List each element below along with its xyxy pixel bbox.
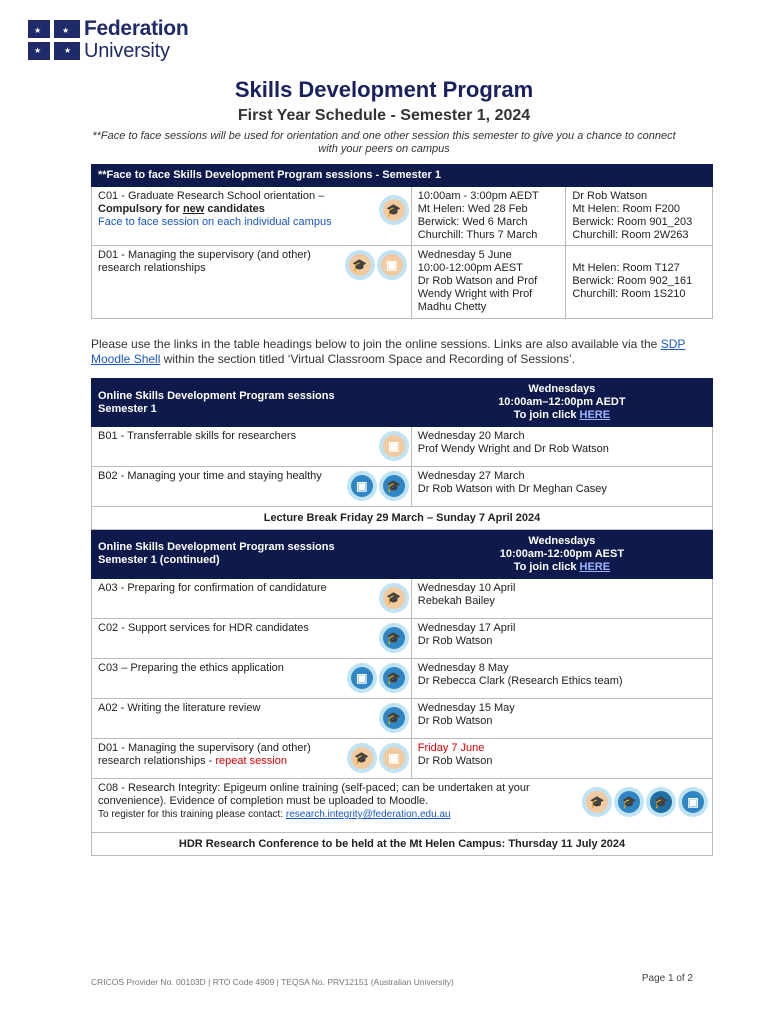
briefcase-icon: ▣ (678, 787, 708, 817)
c01-rooms: Dr Rob Watson Mt Helen: Room F200 Berwick: Room 901_203 Churchill: Room 2W263 (566, 187, 713, 246)
session-a03: A03 - Preparing for confirmation of candidature 🎓 (92, 579, 412, 619)
online2-heading: Online Skills Development Program sessions Semester 1 (continued) (92, 530, 412, 579)
graduation-cap-icon: 🎓 (646, 787, 676, 817)
table-row: A02 - Writing the literature review 🎓 Wednesday 15 May Dr Rob Watson (92, 699, 713, 739)
moodle-link[interactable]: SDP Moodle Shell (91, 337, 686, 366)
logo-line2: University (84, 40, 170, 62)
page-number: Page 1 of 2 (641, 973, 693, 984)
table-row (92, 187, 713, 246)
table-row (92, 779, 713, 833)
session-d01-repeat: D01 - Managing the supervisory (and other) research relationships - repeat session 🎓 ▣ (92, 739, 412, 779)
page-subtitle: First Year Schedule - Semester 1, 2024 (237, 107, 531, 124)
session-c01: C01 - Graduate Research School orientation – Compulsory for new candidates Face to face session on each individual campus 🎓 (92, 187, 412, 246)
d01-rooms: Mt Helen: Room T127 Berwick: Room 902_161 Churchill: Room 1S210 (566, 246, 713, 319)
graduation-cap-icon: 🎓 (379, 471, 409, 501)
briefcase-icon: ▣ (379, 743, 409, 773)
graduation-cap-icon: 🎓 (347, 743, 377, 773)
session-b02: B02 - Managing your time and staying healthy ▣ 🎓 (92, 467, 412, 507)
online-table (91, 378, 713, 856)
join-link[interactable]: HERE (579, 409, 611, 421)
table-row: C02 - Support services for HDR candidates 🎓 Wednesday 17 April Dr Rob Watson (92, 619, 713, 659)
graduation-cap-icon: 🎓 (379, 583, 409, 613)
email-link[interactable]: research.integrity@federation.edu.au (285, 809, 451, 820)
d01-times: Wednesday 5 June 10:00-12:00pm AEST Dr Rob Watson and Prof Wendy Wright with Prof Madhu Chetty (411, 246, 566, 319)
c01-times: 10:00am - 3:00pm AEDT Mt Helen: Wed 28 Feb Berwick: Wed 6 March Churchill: Thurs 7 March (411, 187, 566, 246)
online1-time-heading: Wednesdays 10:00am–12:00pm AEDT To join click HERE (411, 379, 712, 427)
table-row (92, 246, 713, 319)
briefcase-icon: ▣ (347, 663, 377, 693)
session-a02: A02 - Writing the literature review 🎓 (92, 699, 412, 739)
briefcase-icon: ▣ (377, 250, 407, 280)
graduation-cap-icon: 🎓 (614, 787, 644, 817)
briefcase-icon: ▣ (347, 471, 377, 501)
graduation-cap-icon: 🎓 (582, 787, 612, 817)
f2f-heading: **Face to face Skills Development Program sessions - Semester 1 (92, 165, 713, 187)
graduation-cap-icon: 🎓 (379, 623, 409, 653)
intro-note: **Face to face sessions will be used for orientation and one other session this semester to give you a chance to connect with your peers on campus (92, 130, 676, 155)
table-row: B01 - Transferrable skills for researchers ▣ Wednesday 20 March Prof Wendy Wright and Dr Rob Watson (92, 427, 713, 467)
session-b01: B01 - Transferrable skills for researchers ▣ (92, 427, 412, 467)
lecture-break-row: Lecture Break Friday 29 March – Sunday 7 April 2024 (92, 507, 713, 530)
table-row: A03 - Preparing for confirmation of candidature 🎓 Wednesday 10 April Rebekah Bailey (92, 579, 713, 619)
logo-line1: Federation (84, 17, 189, 40)
join-link[interactable]: HERE (579, 560, 611, 573)
graduation-cap-icon: 🎓 (379, 703, 409, 733)
online2-time-heading: Wednesdays 10:00am-12:00pm AEST To join click HERE (411, 530, 712, 579)
online1-heading: Online Skills Development Program sessions Semester 1 (92, 379, 412, 427)
page-title: Skills Development Program (234, 77, 534, 102)
table-row: B02 - Managing your time and staying healthy ▣ 🎓 Wednesday 27 March Dr Rob Watson with Dr Meghan Casey (92, 467, 713, 507)
footer-cricos: CRICOS Provider No. 00103D | RTO Code 4909 | TEQSA No. PRV12151 (Australian University) (91, 977, 454, 987)
table-row: D01 - Managing the supervisory (and other) research relationships - repeat session 🎓 ▣ Friday 7 June Dr Rob Watson (92, 739, 713, 779)
graduation-cap-icon: 🎓 (379, 195, 409, 225)
graduation-cap-icon: 🎓 (379, 663, 409, 693)
university-logo (28, 18, 188, 61)
conference-row: HDR Research Conference to be held at the Mt Helen Campus: Thursday 11 July 2024 (92, 833, 713, 856)
session-c02: C02 - Support services for HDR candidates 🎓 (92, 619, 412, 659)
table-row: C03 – Preparing the ethics application ▣ 🎓 Wednesday 8 May Dr Rebecca Clark (Research Ethics team) (92, 659, 713, 699)
session-c03: C03 – Preparing the ethics application ▣ 🎓 (92, 659, 412, 699)
session-d01: D01 - Managing the supervisory (and other) research relationships 🎓 ▣ (92, 246, 412, 319)
graduation-cap-icon: 🎓 (345, 250, 375, 280)
f2f-table (91, 164, 713, 319)
session-c08: C08 - Research Integrity: Epigeum online training (self-paced; can be undertaken at your convenience). Evidence of completion must be uploaded to Moodle. To register for this training please contact: research.integrity@federation.edu.au 🎓 🎓 🎓 ▣ (92, 779, 713, 833)
flag-icon: ★ ★ ★ ★ (28, 20, 80, 60)
instructions-paragraph: Please use the links in the table headings below to join the online sessions. Links are also available via the SDP Moodle Shell within the section titled ‘Virtual Classroom Space and Recording of Sessions’. (91, 337, 686, 366)
briefcase-icon: ▣ (379, 431, 409, 461)
